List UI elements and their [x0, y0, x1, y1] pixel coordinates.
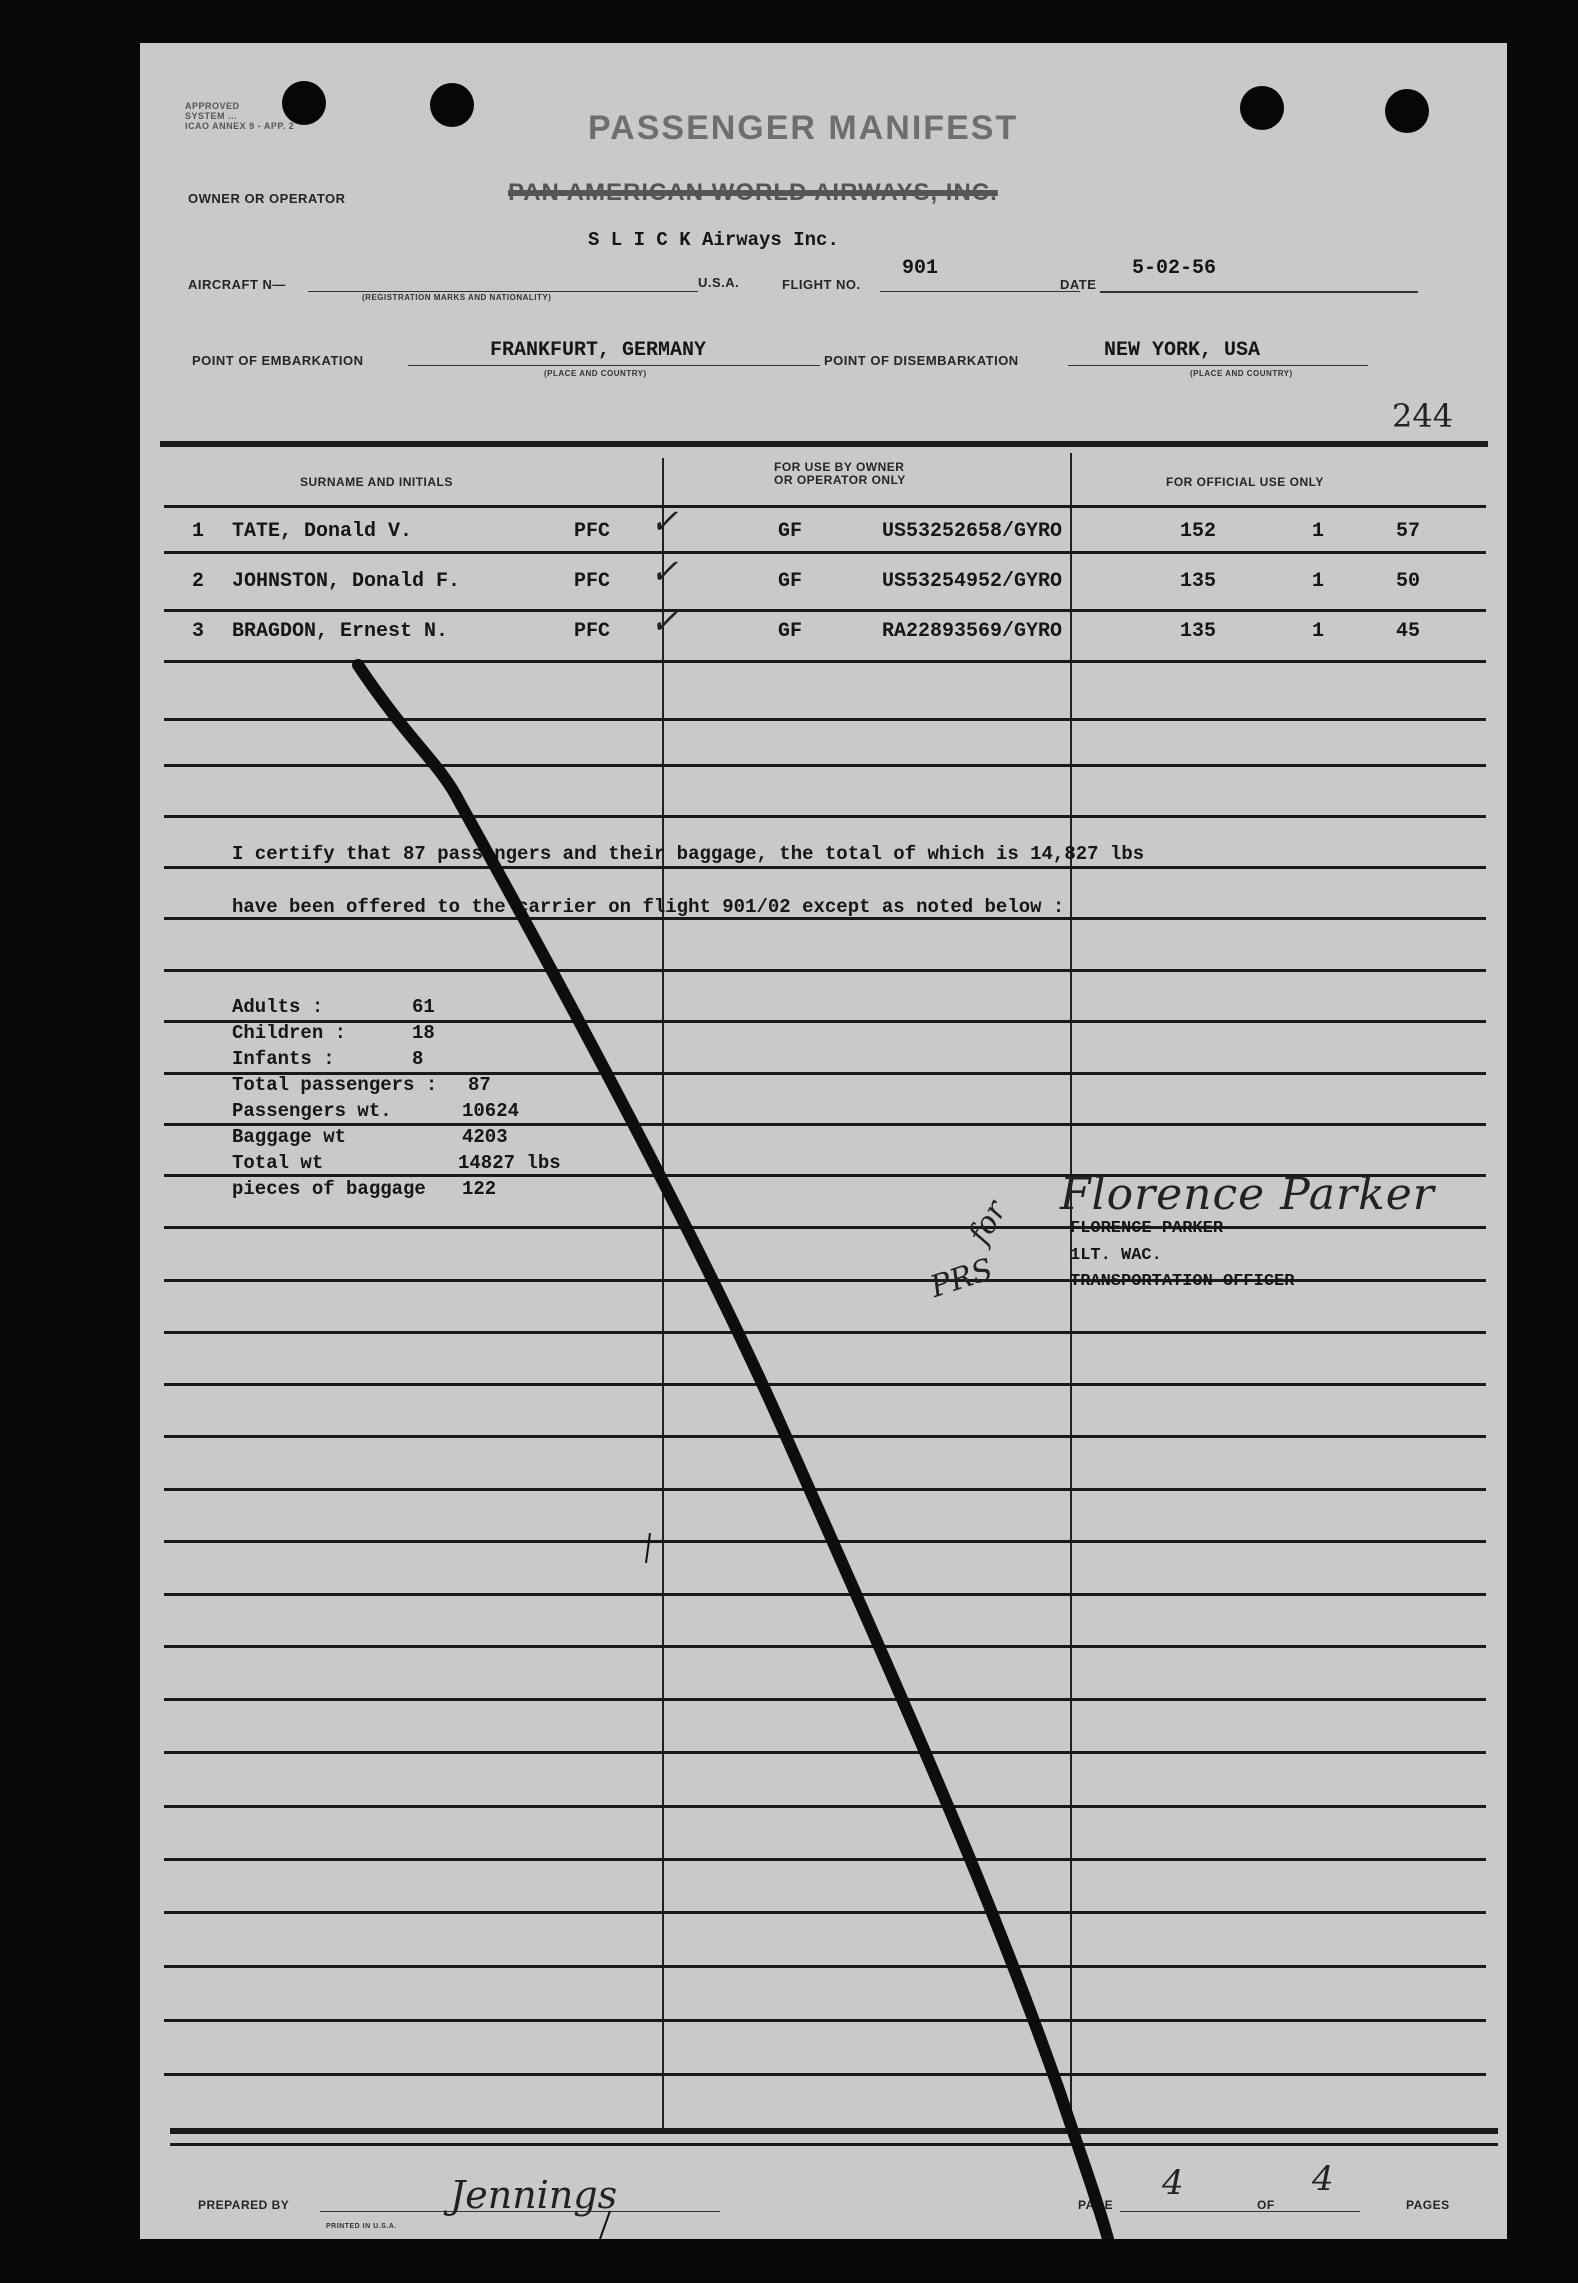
operator-code: GF — [778, 570, 803, 593]
signer-rank: 1LT. WAC. — [1070, 1246, 1162, 1265]
column-header-name: SURNAME AND INITIALS — [300, 475, 453, 489]
disembarkation-label: POINT OF DISEMBARKATION — [824, 353, 1019, 368]
certification-line-1: I certify that 87 passengers and their baggage, the total of which is 14,827 lbs — [232, 843, 1145, 865]
official-baggage: 50 — [1396, 570, 1421, 593]
row-number: 2 — [192, 570, 205, 593]
check-mark-icon: ✓ — [650, 552, 679, 592]
row-number: 1 — [192, 520, 205, 543]
certification-line-2: have been offered to the carrier on flight 901/02 except as noted below : — [232, 896, 1065, 918]
summary-label: Total passengers : — [232, 1074, 438, 1096]
summary-label: Children : — [232, 1022, 347, 1044]
flight-label: FLIGHT NO. — [782, 277, 861, 292]
passenger-rank: PFC — [574, 520, 611, 543]
official-baggage: 45 — [1396, 620, 1421, 643]
usa-label: U.S.A. — [698, 275, 740, 290]
official-pieces: 1 — [1312, 570, 1325, 593]
disembarkation-value: NEW YORK, USA — [1104, 339, 1261, 362]
date-value: 5-02-56 — [1132, 257, 1217, 280]
official-weight: 152 — [1180, 520, 1217, 543]
official-pieces: 1 — [1312, 520, 1325, 543]
initials: PRS — [926, 1252, 998, 1305]
operator-code: GF — [778, 620, 803, 643]
passenger-name: BRAGDON, Ernest N. — [232, 620, 449, 643]
summary-label: Adults : — [232, 996, 324, 1018]
summary-label: Total wt — [232, 1152, 324, 1174]
cancellation-stroke — [140, 43, 1507, 2239]
signer-name: FLORENCE PARKER — [1070, 1219, 1224, 1238]
owner-struck: PAN AMERICAN WORLD AIRWAYS, INC. — [508, 179, 998, 206]
registration-caption: (REGISTRATION MARKS AND NATIONALITY) — [362, 293, 552, 302]
summary-value: 8 — [412, 1048, 424, 1070]
passenger-name: TATE, Donald V. — [232, 520, 413, 543]
service-number: US53254952/GYRO — [882, 570, 1063, 593]
page-number: 4 — [1162, 2163, 1184, 2203]
official-weight: 135 — [1180, 620, 1217, 643]
passenger-rank: PFC — [574, 570, 611, 593]
passenger-rank: PFC — [574, 620, 611, 643]
summary-label: Baggage wt — [232, 1126, 347, 1148]
printer-mark: PRINTED IN U.S.A. — [326, 2223, 397, 2230]
disembarkation-caption: (PLACE AND COUNTRY) — [1190, 369, 1293, 378]
check-mark-icon: ✓ — [650, 502, 679, 542]
summary-value: 14827 lbs — [458, 1152, 561, 1174]
owner-value: S L I C K Airways Inc. — [588, 229, 839, 251]
summary-value: 10624 — [462, 1100, 520, 1122]
summary-label: pieces of baggage — [232, 1178, 426, 1200]
column-header-official: FOR OFFICIAL USE ONLY — [1166, 475, 1324, 489]
service-number: RA22893569/GYRO — [882, 620, 1063, 643]
summary-value: 4203 — [462, 1126, 508, 1148]
manifest-sheet — [140, 43, 1507, 2239]
official-baggage: 57 — [1396, 520, 1421, 543]
owner-label: OWNER OR OPERATOR — [188, 191, 346, 206]
for-note: for — [961, 1194, 1014, 1251]
column-header-owner: FOR USE BY OWNER OR OPERATOR ONLY — [774, 460, 906, 487]
aircraft-label: AIRCRAFT N— — [188, 277, 286, 292]
page-label: PAGE — [1078, 2198, 1114, 2212]
approval-note: APPROVED SYSTEM ... ICAO ANNEX 9 - APP. 2 — [185, 101, 295, 131]
embarkation-label: POINT OF EMBARKATION — [192, 353, 364, 368]
summary-value: 87 — [468, 1074, 491, 1096]
summary-label: Passengers wt. — [232, 1100, 392, 1122]
embarkation-value: FRANKFURT, GERMANY — [490, 339, 707, 362]
sheet-number: 244 — [1392, 397, 1454, 435]
embarkation-caption: (PLACE AND COUNTRY) — [544, 369, 647, 378]
summary-label: Infants : — [232, 1048, 335, 1070]
date-label: DATE — [1060, 277, 1097, 292]
summary-value: 18 — [412, 1022, 435, 1044]
signature-script: Florence Parker — [1060, 1169, 1435, 1220]
form-title: PASSENGER MANIFEST — [588, 109, 1019, 147]
flight-number: 901 — [902, 257, 939, 280]
preparer-signature: Jennings — [450, 2173, 618, 2217]
official-pieces: 1 — [1312, 620, 1325, 643]
summary-value: 61 — [412, 996, 435, 1018]
official-weight: 135 — [1180, 570, 1217, 593]
summary-value: 122 — [462, 1178, 497, 1200]
service-number: US53252658/GYRO — [882, 520, 1063, 543]
total-pages: 4 — [1312, 2159, 1334, 2199]
prepared-by-label: PREPARED BY — [198, 2198, 290, 2212]
check-mark-icon: ✓ — [650, 602, 679, 642]
of-label: OF — [1257, 2198, 1275, 2212]
signer-title: TRANSPORTATION OFFICER — [1070, 1272, 1295, 1291]
operator-code: GF — [778, 520, 803, 543]
row-number: 3 — [192, 620, 205, 643]
pages-label: PAGES — [1406, 2198, 1450, 2212]
passenger-name: JOHNSTON, Donald F. — [232, 570, 461, 593]
